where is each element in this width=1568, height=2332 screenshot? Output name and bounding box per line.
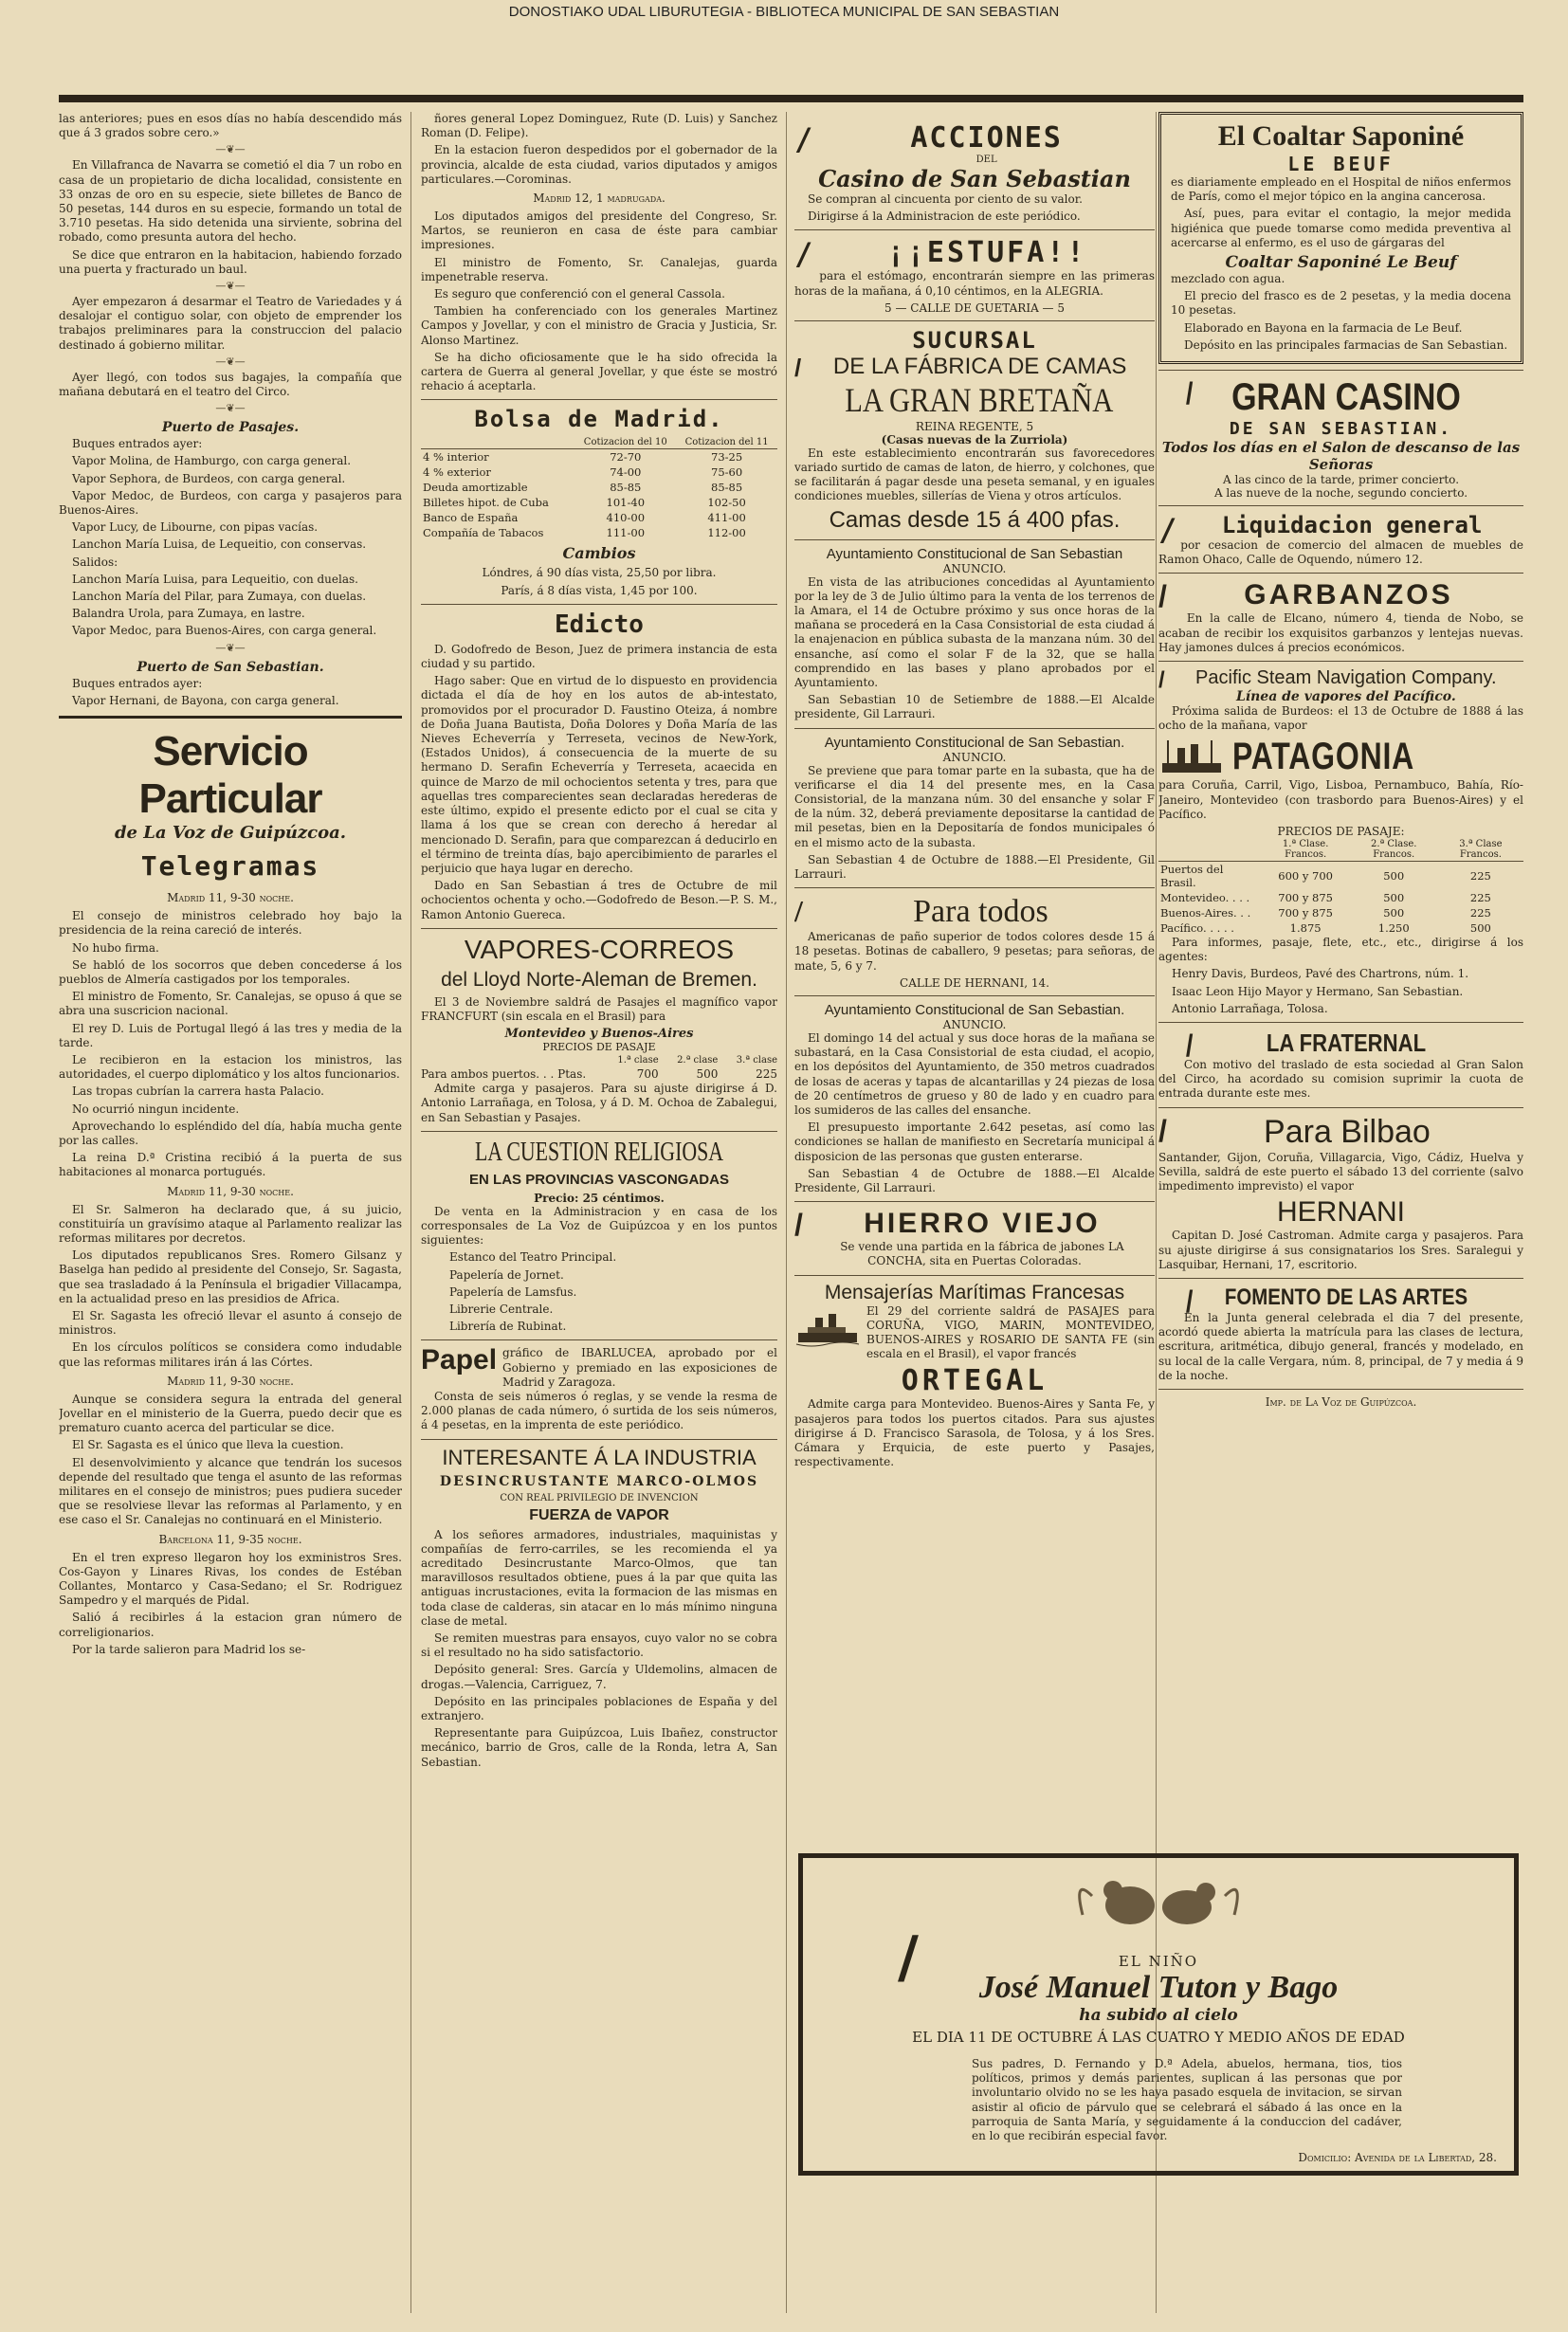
- article-text: Ayer llegó, con todos sus bagajes, la compañía que mañana debutará en el teatro del Circo.: [59, 370, 402, 399]
- ad-text: Con motivo del traslado de esta sociedad al Gran Salon del Circo, ha acordado su comision suprimir la cuota de entrada durante este mes.: [1158, 1058, 1523, 1101]
- article-text: El domingo 14 del actual y sus doce horas de la mañana se subastará, en la Casa Consistorial de esta ciudad, el acopio, en los depósitos del Ayuntamiento, de 350 metros cuadrados de losas de aceras y tapas de alcantarillas y 24 piezas de losa de 20 centímetros de grueso y 80 de lado y en cuadro para los sumideros de las calles del ensanche.: [794, 1030, 1155, 1117]
- ad-text: El precio del frasco es de 2 pesetas, y la media docena 10 pesetas.: [1171, 289, 1511, 318]
- telegram-block: [59, 1393, 402, 1528]
- death-notice-date: EL DIA 11 DE OCTUBRE Á LAS CUATRO Y MEDIO AÑOS DE EDAD: [912, 2029, 1405, 2046]
- acciones-subheading: Casino de San Sebastian: [818, 165, 1131, 192]
- article-text: Depósito en las principales poblaciones de España y del extranjero.: [421, 1694, 777, 1723]
- article-text: Librería de Rubinat.: [449, 1320, 567, 1334]
- imprint: Imp. de La Voz de Guipúzcoa.: [1265, 1394, 1417, 1409]
- liquidacion-heading: / Liquidacion general: [1158, 512, 1483, 549]
- bolsa-cell: 112-00: [707, 526, 746, 540]
- article-text: Le recibieron en la estacion los ministros, las autoridades, el cuerpo diplomático y los altos funcionarios.: [59, 1052, 402, 1082]
- event-text: A las cinco de la tarde, primer concierto.: [1222, 473, 1460, 487]
- column-2: [421, 112, 777, 2313]
- coaltar-ad: [1158, 112, 1523, 364]
- article-text: Aprovechando lo espléndido del día, había mucha gente por las calles.: [59, 1119, 402, 1147]
- divider: [794, 995, 1155, 996]
- article-text: En vista de las atribuciones concedidas al Ayuntamiento por la ley de 3 de Julio último para la venta de los terrenos de la Amara, el 14 de Octubre próximo y sus once horas de la mañana se procederá en la Casa Consistorial de esta ciudad á la enajenacion en pública subasta de la manzana núm. 30 del ensanche, así como el solar F de la 32, que se halla comprendido en las bases y plano aprobados por el Ayuntamiento.: [794, 574, 1155, 690]
- ornament-divider: —❦—: [215, 402, 246, 415]
- bolsa-column-header: Cotizacion del 11: [676, 436, 777, 449]
- article-text: El consejo de ministros celebrado hoy bajo la presidencia de la reina careció de interés.: [59, 909, 402, 938]
- article-text: A los señores armadores, industriales, maquinistas y compañías de ferro-carriles, se les recomienda el ya acreditado Desincrustante Marco-Olmos, que tan maravillosos resultados obtiene, pues á la par que quita las antiguas incrustaciones, evita la formacion de las mismas en toda clase de calderas, sin atacar en lo más mínimo ninguna clase de metal.: [421, 1527, 777, 1628]
- event-text: A las nueve de la noche, segundo concierto.: [1213, 486, 1468, 501]
- ad-address: CALLE DE HERNANI, 14.: [900, 975, 1049, 990]
- pasaje-cell: 500: [1383, 869, 1405, 884]
- pasaje-cell: Montevideo. . . .: [1160, 891, 1250, 905]
- article-text: No hubo firma.: [72, 940, 159, 955]
- cherubs-icon: [1054, 1867, 1263, 1943]
- dateline: Madrid 12, 1 madrugada.: [533, 191, 665, 206]
- ad-text: Santander, Gijon, Coruña, Villagarcia, Vigo, Cádiz, Huelva y Sevilla, saldrá de este puerto el sábado 13 del corriente (salvo impedimento imprevisto) el vapor: [1158, 1150, 1523, 1193]
- bolsa-cell: 4 % interior: [423, 450, 489, 465]
- bolsa-cell: 411-00: [707, 511, 746, 525]
- ad-text: Capitan D. José Castroman. Admite carga y pasajeros. Para su ajuste dirigirse á sus consignatarios los Sres. Saralegui y Lasquibar, Hernani, 17, escritorio.: [1158, 1229, 1523, 1271]
- estufa-heading: / ¡¡ESTUFA!!: [794, 236, 1087, 273]
- coaltar-product: Coaltar Saponiné Le Beuf: [1225, 253, 1457, 273]
- ornament-divider: —❦—: [215, 280, 246, 293]
- bolsa-cell: 410-00: [606, 511, 646, 525]
- article-text: La reina D.ª Cristina recibió á la puerta de sus habitaciones al monarca portugués.: [59, 1151, 402, 1179]
- pasaje-cell: 225: [1469, 869, 1491, 884]
- article-text: En los círculos políticos se considera como indudable que las reformas militares irán á las Córtes.: [59, 1340, 402, 1369]
- article-text: Ayer empezaron á desarmar el Teatro de Variedades y á desalojar el contiguo solar, con objeto de emprender los trabajos preliminares para la construccion del palacio destinado á gobierno militar.: [59, 295, 402, 352]
- ad-text: Americanas de paño superior de todos colores desde 15 á 18 pesetas. Botinas de caballero, 9 pesetas; para señoras, de mate, 5, 6 y 7.: [794, 930, 1155, 973]
- pasaje-row: [1158, 905, 1523, 920]
- industria-text: [421, 1528, 777, 1770]
- article-text: Para informes, pasaje, flete, etc., etc., dirigirse á los agentes:: [1158, 936, 1523, 964]
- bolsa-cell: Billetes hipot. de Cuba: [423, 496, 549, 510]
- gran-casino-line: Todos los días en el Salon de descanso de las Señoras: [1161, 439, 1521, 474]
- ornament-divider: —❦—: [215, 355, 246, 368]
- class-label: 2.ª clase: [677, 1055, 719, 1066]
- article-text: Se compran al cincuenta por ciento de su valor.: [808, 192, 1083, 206]
- ad-address: 5 — CALLE DE GUETARIA — 5: [884, 301, 1065, 315]
- ayuntamiento-heading: Ayuntamiento Constitucional de San Sebastian.: [824, 734, 1125, 751]
- article-text: Buques entrados ayer:: [72, 437, 203, 451]
- price-row: [421, 1067, 777, 1082]
- bolsa-column-header: Cotizacion del 10: [574, 436, 676, 449]
- divider: [1158, 505, 1523, 506]
- article-text: Representante para Guipúzcoa, Luis Ibañez, constructor mecánico, barrio de Gros, calle de la Ronda, letra A, San Sebastian.: [421, 1726, 777, 1769]
- divider: [421, 1439, 777, 1440]
- article-text: Por la tarde salieron para Madrid los se-: [72, 1642, 306, 1656]
- divider: [794, 320, 1155, 321]
- bolsa-cell: 101-40: [606, 496, 646, 510]
- article-text: Se remiten muestras para ensayos, cuyo valor no se cobra si el resultado no ha sido satisfactorio.: [421, 1631, 777, 1660]
- pasaje-cell: 700 y 875: [1278, 906, 1333, 920]
- pasaje-cell: 1.875: [1289, 921, 1322, 936]
- dateline: Madrid 11, 9-30 noche.: [167, 891, 294, 905]
- article-text: Dado en San Sebastian á tres de Octubre de mil ochocientos ochenta y ocho.—Godofredo de Beson.—P. S. M., Ramon Antonio Guereca.: [421, 879, 777, 921]
- ad-text: El 3 de Noviembre saldrá de Pasajes el magnífico vapor FRANCFURT (sin escala en el Brasil) para: [421, 994, 777, 1023]
- para-bilbao-heading: / Para Bilbao: [1158, 1113, 1431, 1150]
- article-text: Balandra Urola, para Zumaya, en lastre.: [72, 607, 305, 621]
- article-text: Lanchon María del Pilar, para Zumaya, con duelas.: [72, 590, 367, 604]
- bolsa-row: [421, 480, 777, 495]
- ad-text: para el estómago, encontrarán siempre en las primeras horas de la mañana, á 0,10 céntimos, en la ALEGRIA.: [794, 269, 1155, 298]
- telegram-block: [59, 909, 402, 1179]
- bolsa-column-header: [421, 436, 574, 449]
- ad-text: Admite carga y pasajeros. Para su ajuste dirigirse á D. Antonio Larrañaga, en Tolosa, y á D. M. Ochoa de Zabalegui, en San Sebastian y Pasajes.: [421, 1082, 777, 1124]
- ad-text: Así, pues, para evitar el contagio, la mejor medida higiénica que puede tomarse como medida preventiva al acercarse al enfermo, es el uso de gárgaras del: [1171, 207, 1511, 249]
- pasaje-table: [1158, 838, 1523, 936]
- bolsa-cell: Banco de España: [423, 511, 519, 525]
- price-route: Para ambos puertos. . . Ptas.: [421, 1067, 587, 1082]
- article-text: San Sebastian 10 de Setiembre de 1888.—El Alcalde presidente, Gil Larrauri.: [794, 693, 1155, 721]
- cambios-list: [421, 566, 777, 597]
- class-label: 2.ª Clase. Francos.: [1350, 838, 1438, 862]
- vendor-list: [421, 1250, 777, 1334]
- ad-text: En este establecimiento encontrarán sus favorecedores variado surtido de camas de laton, de hierro, y colchones, que se facilitarán á pagar desde una peseta semanal, y en iguales condiciones muebles, sillerías de Viena y otros artículos.: [794, 446, 1155, 503]
- edicto-text: [421, 643, 777, 922]
- slash-mark: /: [898, 1924, 919, 1991]
- section-heading: Puerto de Pasajes.: [161, 420, 300, 436]
- divider: [1158, 370, 1523, 371]
- bolsa-cell: 4 % exterior: [423, 465, 491, 480]
- article-text: Lóndres, á 90 días vista, 25,50 por libra.: [482, 566, 717, 580]
- ship-name: HERNANI: [1276, 1196, 1405, 1229]
- bolsa-row: [421, 495, 777, 510]
- ad-text: mezclado con agua.: [1171, 272, 1285, 286]
- article-text: El Sr. Sagasta es el único que lleva la cuestion.: [72, 1438, 344, 1452]
- telegram-block: [59, 1203, 402, 1370]
- agents-text: [1158, 936, 1523, 1016]
- ad-text: para Coruña, Carril, Vigo, Lisboa, Pernambuco, Bahía, Río-Janeiro, Montevideo (con trasbordo para Buenos-Aires) y el Pacífico.: [1158, 778, 1523, 821]
- pasaje-cell: 225: [1469, 906, 1491, 920]
- article-text: D. Godofredo de Beson, Juez de primera instancia de esta ciudad y su partido.: [421, 642, 777, 671]
- column-divider: [410, 112, 411, 2313]
- bolsa-cell: 74-00: [610, 465, 642, 480]
- article-text: El Sr. Salmeron ha declarado que, á su juicio, constituiría un gravísimo ataque al Parlamento realizar las reformas militares por decretos.: [59, 1202, 402, 1245]
- ayuntamiento-heading: Ayuntamiento Constitucional de San Sebastian: [826, 545, 1123, 562]
- article-text: El Sr. Sagasta les ofreció llevar el asunto á consejo de ministros.: [59, 1308, 402, 1338]
- article-text: Salió á recibirles á la estacion gran número de correligionarios.: [59, 1611, 402, 1639]
- dateline: Madrid 11, 9-30 noche.: [167, 1184, 294, 1198]
- bolsa-table: [421, 436, 777, 540]
- precios-label: PRECIOS DE PASAJE: [542, 1041, 656, 1054]
- pasaje-cell: 500: [1383, 891, 1405, 905]
- destination: Montevideo y Buenos-Aires: [504, 1027, 694, 1042]
- gran-casino-subheading: DE SAN SEBASTIAN.: [1229, 419, 1453, 440]
- article-text: El desenvolvimiento y alcance que tendrán los sucesos depende del resultado que tenga el asunto de las reformas militares en el consejo de ministros; pues pudiera suceder que se resolviese llevar las reformas al Parlamento, y en ese caso el Sr. Canalejas no continuará en el Ministerio.: [59, 1455, 402, 1527]
- ship-list: [59, 677, 402, 708]
- article-text: Se habló de los socorros que deben concederse á los pueblos de Almería castigados por los temporales.: [59, 957, 402, 986]
- divider: [1158, 661, 1523, 662]
- divider: [421, 1339, 777, 1340]
- article-text: Tambien ha conferenciado con los generales Martinez Campos y Jovellar, y con el ministro de Gracia y Justicia, Sr. Alonso Martinez.: [421, 304, 777, 347]
- death-notice-text: Sus padres, D. Fernando y D.ª Adela, abuelos, hermana, tios, tios políticos, primos y demás parientes, suplican á las personas que por involuntario olvido no se les haya pasado esquela de invitacion, se sirvan asistir al oficio de párvulo que se celebrará el sábado á las once en la parroquia de Santa María, y seguidamente á la conduccion del cadáver, en lo que recibirán especial favor.: [972, 2057, 1402, 2143]
- ornament-divider: —❦—: [215, 641, 246, 654]
- ship-list: [59, 437, 402, 638]
- sucursal-subheading: / DE LA FÁBRICA DE CAMAS: [794, 353, 1127, 382]
- industria-subheading: DESINCRUSTANTE MARCO-OLMOS: [439, 1473, 759, 1489]
- dateline: Madrid 11, 9-30 noche.: [167, 1374, 294, 1388]
- pasaje-cell: 500: [1383, 906, 1405, 920]
- cuestion-subheading: EN LAS PROVINCIAS VASCONGADAS: [469, 1171, 729, 1188]
- death-notice-line: ha subido al cielo: [1079, 2006, 1238, 2025]
- article-text: En la estacion fueron despedidos por el gobernador de la provincia, alcalde de esta ciudad, varios diputados y amigos particulares.—Corominas.: [421, 143, 777, 186]
- masthead-rule: [59, 95, 1523, 102]
- ad-text: En la Junta general celebrada el dia 7 del presente, acordó quede abierta la matrícula para las clases de lectura, escritura, aritmética, dibujo general, francés y modelado, en su local de la calle Vergara, núm. 8, principal, de 7 y media á 9 de la noche.: [1158, 1310, 1523, 1382]
- article-text: Se ha dicho oficiosamente que le ha sido ofrecida la cartera de Guerra al general Jovellar, y que éste se mostró rehacio á aceptarla.: [421, 350, 777, 393]
- bolsa-heading: Bolsa de Madrid.: [474, 406, 724, 433]
- article-text: Vapor Sephora, de Burdeos, con carga general.: [72, 471, 346, 485]
- cuestion-heading: LA CUESTION RELIGIOSA: [474, 1137, 724, 1167]
- class-label: 1.ª Clase. Francos.: [1262, 838, 1350, 862]
- edicto-heading: Edicto: [555, 610, 644, 639]
- article-text: Buques entrados ayer:: [72, 676, 203, 690]
- article-text: No ocurrió ningun incidente.: [72, 1102, 240, 1116]
- bolsa-cell: 72-70: [610, 450, 642, 465]
- divider: [794, 1275, 1155, 1276]
- industria-subheading: FUERZA de VAPOR: [529, 1506, 669, 1523]
- divider: [1158, 573, 1523, 574]
- deceased-name: José Manuel Tuton y Bago: [978, 1970, 1339, 2005]
- article-text: Vapor Molina, de Hamburgo, con carga general.: [72, 454, 352, 468]
- vapores-heading: VAPORES-CORREOS: [464, 934, 735, 964]
- ad-note: (Casas nuevas de la Zurriola): [881, 432, 1068, 446]
- bolsa-row: [421, 465, 777, 480]
- pasaje-row: [1158, 920, 1523, 936]
- steamship-icon: [1158, 737, 1225, 778]
- divider: [794, 728, 1155, 729]
- fraternal-heading: / LA FRATERNAL: [1185, 1029, 1427, 1064]
- coaltar-heading: El Coaltar Saponiné: [1217, 120, 1465, 152]
- bolsa-row: [421, 449, 777, 465]
- article-text: Vapor Lucy, de Libourne, con pipas vacías.: [72, 520, 319, 535]
- anuncio-label: ANUNCIO.: [942, 561, 1007, 575]
- divider: [59, 716, 402, 719]
- bolsa-row: [421, 510, 777, 525]
- pasaje-row: [1158, 890, 1523, 905]
- article-text: Las tropas cubrían la carrera hasta Palacio.: [72, 1084, 324, 1099]
- garbanzos-heading: / GARBANZOS: [1158, 579, 1453, 614]
- bolsa-cell: Compañía de Tabacos: [423, 526, 544, 540]
- ad-text: Depósito en las principales farmacias de San Sebastian.: [1184, 337, 1508, 352]
- article-text: París, á 8 días vista, 1,45 por 100.: [501, 583, 698, 597]
- class-label: 3.ª Clase Francos.: [1438, 838, 1523, 862]
- article-text: El rey D. Luis de Portugal llegó á las tres y media de la tarde.: [59, 1021, 402, 1049]
- price-value: 225: [756, 1067, 777, 1082]
- divider: [421, 928, 777, 929]
- ad-text: Próxima salida de Burdeos: el 13 de Octubre de 1888 á las ocho de la mañana, vapor: [1158, 704, 1523, 733]
- ad-text: gráfico de IBARLUCEA, aprobado por el Gobierno y premiado en las exposiciones de Madrid y Zaragoza.: [502, 1346, 777, 1389]
- ayuntamiento-heading: Ayuntamiento Constitucional de San Sebastian.: [824, 1001, 1125, 1018]
- ad-text: El 29 del corriente saldrá de PASAJES para CORUÑA, VIGO, MARIN, MONTEVIDEO, BUENOS-AIRES y ROSARIO DE SANTA FE (sin escala en el Brasil), el vapor francés: [866, 1303, 1155, 1361]
- anuncio-label: ANUNCIO.: [942, 1017, 1007, 1031]
- bolsa-cell: 111-00: [606, 526, 646, 540]
- ad-text: Se vende una partida en la fábrica de jabones LA CONCHA, sita en Puertas Coloradas.: [840, 1240, 1124, 1268]
- divider: [1158, 1107, 1523, 1108]
- article-text: Lanchon María Luisa, para Lequeitio, con duelas.: [72, 572, 358, 586]
- bolsa-row: [421, 525, 777, 540]
- article-text: Papelería de Jornet.: [449, 1267, 564, 1282]
- divider: [421, 1131, 777, 1132]
- ad-text: por cesacion de comercio del almacen de muebles de Ramon Ohaco, Calle de Oquendo, número 12.: [1158, 538, 1523, 567]
- telegram-block: [421, 210, 777, 393]
- servicio-subheading: de La Voz de Guipúzcoa.: [114, 823, 347, 844]
- article-text: Aunque se considera segura la entrada del general Jovellar en el ministerio de la Guerra, puedo decir que es prematuro cuanto acerca del particular se dice.: [59, 1392, 402, 1435]
- pasaje-cell: 700 y 875: [1278, 891, 1333, 905]
- gran-casino-heading: / GRAN CASINO: [1185, 376, 1461, 419]
- article-text: Los diputados amigos del presidente del Congreso, Sr. Martos, se reunieron en casa de éste para cambiar impresiones.: [421, 210, 777, 252]
- pasaje-cell: Pacífico. . . . .: [1160, 921, 1234, 936]
- column-divider: [786, 112, 787, 2313]
- pasaje-cell: 1.250: [1377, 921, 1410, 936]
- anuncio-text: [794, 575, 1155, 722]
- telegram-block: [59, 1551, 402, 1657]
- ship-name: PATAGONIA: [1232, 736, 1415, 778]
- servicio-heading: Servicio Particular: [138, 728, 322, 823]
- archive-header: DONOSTIAKO UDAL LIBURUTEGIA - BIBLIOTECA MUNICIPAL DE SAN SEBASTIAN: [508, 4, 1060, 20]
- acciones-heading: / ACCIONES: [794, 121, 1063, 157]
- price-label: Precio: 25 céntimos.: [534, 1191, 665, 1205]
- article-text: ñores general Lopez Dominguez, Rute (D. Luis) y Sanchez Roman (D. Felipe).: [421, 112, 777, 140]
- para-todos-heading: / Para todos: [794, 894, 1048, 930]
- article-text: En el tren expreso llegaron hoy los exministros Sres. Cos-Gayon y Linares Rivas, los condes de Estéban Collantes, Montarco y Casa-Sedano; el Sr. Rodriguez Sampedro y el marqués de Pidal.: [59, 1550, 402, 1608]
- vapores-subheading: del Lloyd Norte-Aleman de Bremen.: [441, 968, 757, 991]
- article-text: El presupuesto importante 2.642 pesetas, así como las condiciones se hallan de manifiesto en Secretaría municipal á disposicion de las personas que gusten enterarse.: [794, 1120, 1155, 1163]
- pasaje-cell: 225: [1469, 891, 1491, 905]
- divider: [421, 399, 777, 400]
- acciones-text: [794, 192, 1155, 224]
- article-text: Se dice que entraron en la habitacion, habiendo forzado una puerta y fracturado un baul.: [59, 247, 402, 276]
- divider: [794, 229, 1155, 230]
- article-text: Isaac Leon Hijo Mayor y Hermano, San Sebastian.: [1172, 984, 1464, 998]
- ad-text: Admite carga para Montevideo. Buenos-Aires y Santa Fe, y pasajeros para todos los puertos citados. Para sus ajustes dirigirse á D. Francisco Sarasola, de Tolosa, y á los Sres. Cámara y Erquicia, de este puerto y Pasajes, respectivamente.: [794, 1397, 1155, 1469]
- telegramas-heading: Telegramas: [140, 850, 320, 883]
- article-text: Salidos:: [72, 555, 119, 569]
- article-text: Librerie Centrale.: [449, 1302, 554, 1316]
- pasaje-row: [1158, 862, 1523, 891]
- divider: [794, 539, 1155, 540]
- death-notice: [798, 1853, 1519, 2176]
- ornament-divider: —❦—: [215, 143, 246, 156]
- divider: [1158, 1278, 1523, 1279]
- price-banner: Camas desde 15 á 400 pfas.: [829, 506, 1121, 533]
- article-text: Lanchon María Luisa, de Lequeitio, con conservas.: [72, 537, 367, 552]
- death-notice-label: EL NIÑO: [1118, 1953, 1199, 1970]
- article-text: Hago saber: Que en virtud de lo dispuesto en providencia dictada el día de hoy en los autos de ab-intestato, promovidos por el procurador D. Faustino Oteiza, á nombre de Doña Juana Bautista, Doña Dolores y Doña María de las Nieves Echeverría y Terreseta, vecinos de New-York, (Estados Unidos), á consecuencia de la muerte de su hermano D. Serafin Echeverría y Terreseta, acaecida en quince de Marzo de mil ochocientos setenta y tres, para que aquellas tres comparecientes sean declaradas herederas de este último, expido el presente edicto por el cual se cita y llama á los que se crean con derecho á heredar al mencionado D. Serafin, para que comparezcan á deducirlo en el término de treinta días, bajo apercibimiento de pararles el perjuicio que haya lugar en derecho.: [421, 674, 777, 875]
- steamship-icon: [794, 1304, 861, 1350]
- industria-note: CON REAL PRIVILEGIO DE INVENCION: [500, 1492, 699, 1503]
- bolsa-cell: 85-85: [711, 481, 743, 495]
- store-name: LA GRAN BRETAÑA: [845, 380, 1114, 419]
- ad-text: De venta en la Administracion y en casa de los corresponsales de La Voz de Guipúzcoa y en los puntos siguientes:: [421, 1204, 777, 1248]
- pasaje-cell: Buenos-Aires. . .: [1160, 906, 1251, 920]
- class-label: 1.ª clase: [617, 1055, 659, 1066]
- bolsa-cell: 75-60: [711, 465, 743, 480]
- hierro-viejo-heading: / HIERRO VIEJO: [794, 1208, 1101, 1243]
- divider: [1158, 1389, 1523, 1390]
- bolsa-cell: Deuda amortizable: [423, 481, 528, 495]
- sucursal-heading: SUCURSAL: [912, 326, 1037, 354]
- ad-text: Consta de seis números ó reglas, y se vende la resma de 2.000 planas de cada número, ó surtida de los seis números, á 4 pesetas, en la imprenta de este periódico.: [421, 1389, 777, 1432]
- pasaje-cell: 600 y 700: [1278, 869, 1333, 884]
- article-text: El ministro de Fomento, Sr. Canalejas, se opuso á que se abra una suscricion nacional.: [59, 990, 402, 1018]
- ad-text: es diariamente empleado en el Hospital de niños enfermos de París, como el mejor tópico en la angina cancerosa.: [1171, 175, 1511, 204]
- article-text: las anteriores; pues en esos días no había descendido más que á 3 grados sobre cero.»: [59, 112, 402, 140]
- article-text: Vapor Medoc, de Burdeos, con carga y pasajeros para Buenos-Aires.: [59, 488, 402, 518]
- fomento-heading: / FOMENTO DE LAS ARTES: [1185, 1284, 1468, 1319]
- bolsa-cell: 73-25: [711, 450, 743, 465]
- pacific-subheading: Línea de vapores del Pacífico.: [1235, 689, 1456, 705]
- anuncio-text: [794, 764, 1155, 883]
- class-label: 3.ª clase: [736, 1055, 777, 1066]
- price-value: 700: [636, 1067, 659, 1082]
- article-text: San Sebastian 4 de Octubre de 1888.—El Alcalde Presidente, Gil Larrauri.: [794, 1166, 1155, 1194]
- price-value: 500: [696, 1067, 719, 1082]
- ad-address: REINA REGENTE, 5: [915, 419, 1034, 433]
- ad-text: Elaborado en Bayona en la farmacia de Le Beuf.: [1184, 320, 1463, 335]
- telegram-block: [421, 112, 777, 187]
- divider: [794, 887, 1155, 888]
- article-text: Vapor Hernani, de Bayona, con carga general.: [72, 693, 339, 707]
- anuncio-text: [794, 1031, 1155, 1195]
- ship-name: ORTEGAL: [901, 1364, 1048, 1398]
- column-1: [59, 112, 402, 2313]
- article-text: Se previene que para tomar parte en la subasta, que ha de verificarse el dia 14 del presente mes, en la Casa Consistorial, de la manzana núm. 30 del ensanche y solar F de la núm. 32, deberá previamente depositarse la cantidad de mil pesetas, bien en la Depositaría de fondos municipales ó en el mismo acto de la subasta.: [794, 763, 1155, 849]
- article-text: Dirigirse á la Administracion de este periódico.: [808, 210, 1081, 224]
- bolsa-cell: 102-50: [707, 496, 746, 510]
- bolsa-cell: 85-85: [610, 481, 642, 495]
- article-text: Vapor Medoc, para Buenos-Aires, con carga general.: [72, 624, 377, 638]
- article-text: En Villafranca de Navarra se cometió el dia 7 un robo en casa de un propietario de dicha localidad, consistente en 33 onzas de oro en su especie, siete billetes de Banco de 50 pesetas, 144 duros en su especie, formando un total de 3.710 pesetas. Ha sido detenida una sirviente, sobrina del robado, como presunta autora del hecho.: [59, 158, 402, 245]
- cambios-heading: Cambios: [562, 544, 636, 563]
- pasaje-cell: Puertos del Brasil.: [1160, 863, 1224, 890]
- anuncio-label: ANUNCIO.: [942, 750, 1007, 764]
- pacific-heading: / Pacific Steam Navigation Company.: [1158, 667, 1497, 694]
- divider: [1158, 1022, 1523, 1023]
- industria-heading: INTERESANTE Á LA INDUSTRIA: [442, 1445, 757, 1469]
- divider: [794, 1201, 1155, 1202]
- coaltar-subheading: LE BEUF: [1287, 153, 1395, 175]
- article-text: Depósito general: Sres. García y Uldemolins, almacen de drogas.—Valencia, Carriguez, 7.: [421, 1663, 777, 1691]
- article-text: Antonio Larrañaga, Tolosa.: [1172, 1001, 1328, 1015]
- article-text: Estanco del Teatro Principal.: [449, 1250, 617, 1265]
- article-text: Los diputados republicanos Sres. Romero Gilsanz y Baselga han pedido al presidente del Consejo, Sr. Sagasta, que sea trasladado á la Península el brigadier Villacampa, en la actualidad preso en las presidios de Africa.: [59, 1248, 402, 1305]
- papel-heading: Papel: [421, 1344, 498, 1376]
- pasaje-cell: 500: [1469, 921, 1491, 936]
- article-text: Es seguro que conferenció con el general Cassola.: [434, 287, 725, 301]
- section-heading: Puerto de San Sebastian.: [137, 659, 324, 675]
- article-text: San Sebastian 4 de Octubre de 1888.—El Presidente, Gil Larrauri.: [794, 852, 1155, 882]
- article-text: El ministro de Fomento, Sr. Canalejas, guarda impenetrable reserva.: [421, 255, 777, 283]
- article-text: Henry Davis, Burdeos, Pavé des Chartrons, núm. 1.: [1172, 967, 1469, 981]
- dateline: Barcelona 11, 9-35 noche.: [158, 1532, 302, 1546]
- death-notice-address: Domicilio: Avenida de la Libertad, 28.: [1298, 2151, 1497, 2165]
- acciones-del: DEL: [975, 155, 997, 165]
- mensajerias-heading: Mensajerías Marítimas Francesas: [824, 1281, 1125, 1303]
- divider: [421, 604, 777, 605]
- article-text: Papelería de Lamsfus.: [449, 1284, 577, 1299]
- precios-label: PRECIOS DE PASAJE:: [1277, 825, 1405, 839]
- ad-text: En la calle de Elcano, número 4, tienda de Nobo, se acaban de recibir los exquisitos garbanzos y lentejas nuevas. Hay jamones dulces á precios económicos.: [1158, 611, 1523, 654]
